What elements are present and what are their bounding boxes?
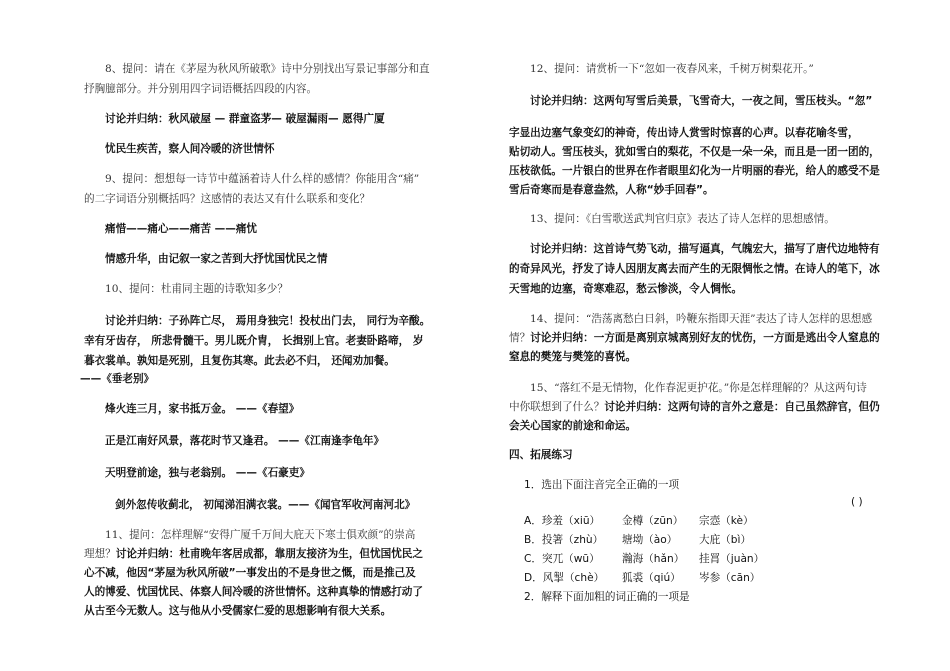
option-b-3: 大庇（bì） [699, 534, 752, 546]
option-b-2: 塘坳（ào） [622, 534, 678, 546]
option-b-1: B．投箸（zhù） [524, 534, 604, 546]
answer-12-line-4: 压枝欲低。一片银白的世界在作者眼里幻化为一片明丽的春光，给人的感受不是 [509, 165, 880, 177]
question-11-cont [84, 545, 482, 565]
answer-14-line-1: 讨论并归纳：一方面是离别京城离别好友的忧伤，一方面是逃出令人窒息的 [530, 332, 880, 344]
answer-11-line-1: 讨论并归纳：杜甫晚年客居成都，靠朋友接济为生，但忧国忧民之 [115, 548, 423, 560]
answer-9-cont: 情感升华，由记叙一家之苦到大抒忧国忧民之情 [105, 253, 328, 265]
option-c-3: 挂罥（juàn） [699, 553, 765, 565]
answer-12-line-5: 雪后奇寒而是春意盎然，人称“妙手回春”。 [509, 184, 714, 196]
section-4-heading: 四、拓展练习 [509, 449, 573, 461]
option-c-1: C．突兀（wū） [524, 553, 600, 565]
question-11-tail: 理想？ [84, 548, 116, 560]
option-a-1: A．珍羞（xiū） [524, 515, 601, 527]
answer-15-line-1: 讨论并归纳：这两句诗的言外之意是：自己虽然辞官，但仍 [604, 401, 880, 413]
option-c-2: 瀚海（hǎn） [622, 553, 685, 565]
option-d-2: 狐裘（qiú） [622, 572, 681, 584]
exercise-1-prompt: 1．选出下面注音完全正确的一项 [524, 479, 680, 491]
option-a-2: 金樽（zūn） [622, 515, 684, 527]
option-d-3: 岑参（cān） [699, 572, 761, 584]
answer-8: 讨论并归纳：秋风破屋 — 群童盗茅— 破屋漏雨— 愿得广厦 [105, 113, 385, 125]
question-15-cont [509, 398, 880, 418]
question-15-tail: 中你联想到了什么？ [509, 401, 605, 413]
exercise-2-prompt: 2．解释下面加粗的词正确的一项是 [524, 591, 690, 603]
question-14: 14、提问：“浩荡离愁白日斜，吟鞭东指即天涯”表达了诗人怎样的思想感 [530, 313, 873, 325]
question-9-cont: 的二字词语分别概括吗？这感情的表达又有什么联系和变化？ [84, 193, 371, 205]
question-8: 8、提问：请在《茅屋为秋风所破歌》诗中分别找出写景记事部分和直 [105, 63, 430, 75]
answer-14-line-2: 窒息的樊笼与樊笼的喜悦。 [509, 351, 637, 363]
question-9: 9、提问：想想每一诗节中蕴涵着诗人什么样的感情？你能用含“痛” [105, 173, 420, 185]
question-14-cont [509, 329, 880, 349]
answer-10-source: ——《垂老别》 [80, 373, 155, 385]
question-10: 10、提问：杜甫同主题的诗歌知多少？ [105, 283, 288, 295]
answer-9: 痛惜——痛心——痛苦 ——痛忧 [105, 223, 257, 235]
answer-12-line-3: 贴切动人。雪压枝头，犹如雪白的梨花，不仅是一朵一朵，而且是一团一团的， [509, 146, 880, 158]
answer-12-line-2: 字显出边塞气象变幻的神奇，传出诗人赏雪时惊喜的心声。以春花喻冬雪， [509, 127, 859, 139]
poem-line-2: 正是江南好风景，落花时节又逢君。 ——《江南逢李龟年》 [105, 435, 385, 447]
answer-12-line-1: 讨论并归纳：这两句写雪后美景，飞雪奇大，一夜之间，雪压枝头。“忽” [530, 95, 873, 107]
option-d-1: D．风掣（chè） [524, 572, 605, 584]
question-13: 13、提问：《白雪歌送武判官归京》表达了诗人怎样的思想感情。 [530, 213, 835, 225]
poem-line-3: 天明登前途，独与老翁别。 ——《石豪吏》 [105, 467, 310, 479]
answer-15-line-2: 会关心国家的前途和命运。 [509, 420, 637, 432]
answer-11-line-2: 心不减，他因“茅屋为秋风所破”一事发出的不是身世之慨，而是推己及 [84, 567, 416, 579]
question-12: 12、提问：请赏析一下“忽如一夜春风来，千树万树梨花开。” [530, 63, 814, 75]
answer-10-line-3: 暮衣裳单。孰知是死别，且复伤其寒。此去必不归， 还闻劝加餐。 [84, 355, 395, 367]
question-15: 15、“落红不是无情物，化作春泥更护花。”你是怎样理解的？从这两句诗 [530, 382, 867, 394]
answer-10-line-1: 讨论并归纳：子孙阵亡尽， 焉用身独完！投杖出门去， 同行为辛酸。 [105, 315, 431, 327]
answer-10-line-2: 幸有牙齿存， 所悲骨髓干。男儿既介胄， 长揖别上官。老妻卧路啼， 岁 [84, 335, 424, 347]
answer-parentheses: ( ) [851, 496, 863, 508]
poem-line-4: 剑外忽传收蓟北， 初闻涕泪满衣裳。——《闻官军收河南河北》 [115, 499, 416, 511]
answer-13-line-2: 的奇异风光，抒发了诗人因朋友离去而产生的无限惆怅之情。在诗人的笔下，冰 [509, 263, 880, 275]
answer-13-line-1: 讨论并归纳：这首诗气势飞动，描写逼真，气魄宏大，描写了唐代边地特有 [530, 243, 880, 255]
question-14-tail: 情？ [509, 332, 531, 344]
answer-11-line-4: 从古至今无数人。这与他从小受儒家仁爱的思想影响有很大关系。 [84, 605, 392, 617]
answer-11-line-3: 人的博爱、忧国忧民、体察人间冷暖的济世情怀。这种真挚的情感打动了 [84, 586, 423, 598]
question-11: 11、提问：怎样理解“安得广厦千万间大庇天下寒士俱欢颜”的崇高 [105, 529, 416, 541]
option-a-3: 宗悫（kè） [699, 515, 754, 527]
question-8-cont: 抒胸臆部分。并分别用四字词语概括四段的内容。 [84, 83, 318, 95]
answer-13-line-3: 天雪地的边塞，奇寒难忍，愁云惨淡，令人惆怅。 [509, 283, 743, 295]
poem-line-1: 烽火连三月，家书抵万金。 ——《春望》 [105, 403, 300, 415]
answer-8-cont: 忧民生疾苦，察人间冷暖的济世情怀 [105, 143, 275, 155]
